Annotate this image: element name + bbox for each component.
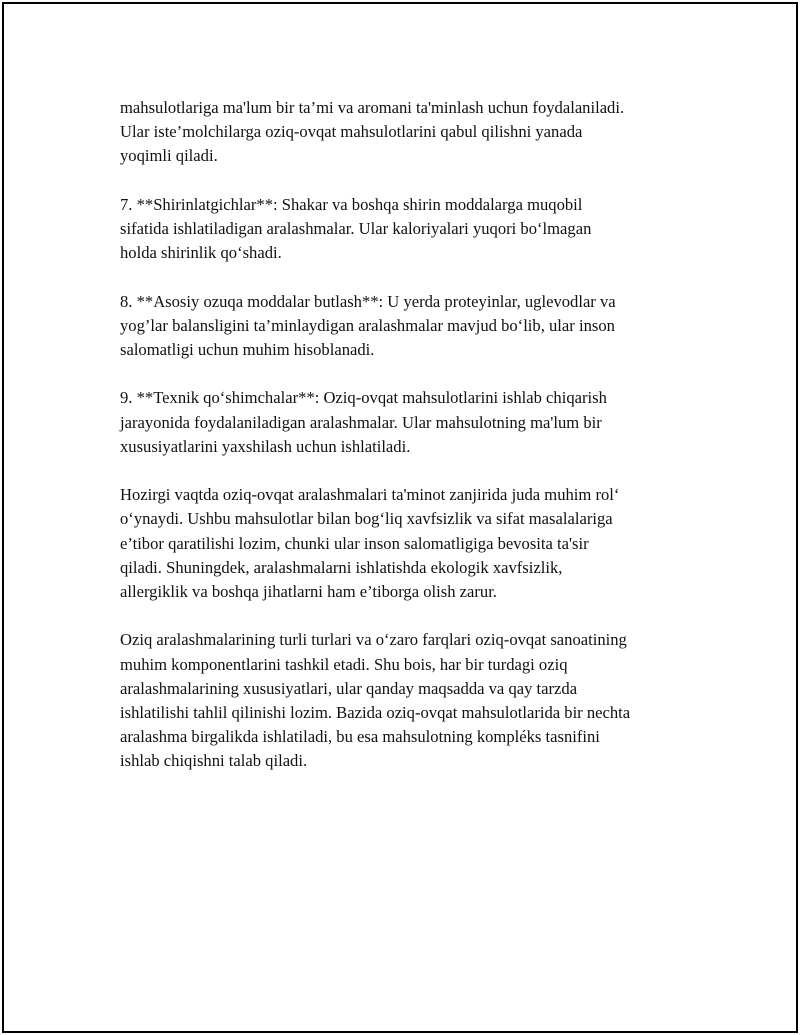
document-body (120, 96, 702, 798)
paragraph-nutrient-fortification: 8. **Asosiy ozuqa moddalar butlash**: U yerda proteyinlar, uglevodlar va yog’lar balansligini ta’minlaydigan aralashmalar mavjud bo‘lib, ular inson salomatligi uchun muhim hisoblanadi. (120, 291, 616, 359)
document-page (2, 2, 798, 1033)
paragraph-technical-additives: 9. **Texnik qo‘shimchalar**: Oziq-ovqat mahsulotlarini ishlab chiqarish jarayonida foydalaniladigan aralashmalar. Ular mahsulotning ma'lum bir xususiyatlarini yaxshilash uchun ishlatiladi. (120, 388, 607, 456)
paragraph-sweeteners: 7. **Shirinlatgichlar**: Shakar va boshqa shirin moddalarga muqobil sifatida ishlatiladigan aralashmalar. Ular kaloriyalari yuqori bo‘lmagan holda shirinlik qo‘shadi. (120, 194, 592, 263)
paragraph-current-role: Hozirgi vaqtda oziq-ovqat aralashmalari ta'minot zanjirida juda muhim rol‘ o‘ynaydi. Ushbu mahsulotlar bilan bog‘liq xavfsizlik va sifat masalalariga e’tibor qaratilishi lozim, chunki ular inson salomatligiga bevosita ta'sir qiladi. Shuningdek, aralashmalarni ishlatishda ekologik xavfsizlik, allergiklik va boshqa jihatlarni ham e’tiborga olish zarur. (120, 485, 620, 601)
paragraph-types-differences: Oziq aralashmalarining turli turlari va o‘zaro farqlari oziq-ovqat sanoatining muhim komponentlarini tashkil etadi. Shu bois, har bir turdagi oziq aralashmalarining xususiyatlari, ular qanday maqsadda va qay tarzda ishlatilishi tahlil qilinishi lozim. Bazida oziq-ovqat mahsulotlarida bir nechta aralashma birgalikda ishlatiladi, bu esa mahsulotning kompléks tasnifini ishlab chiqishni talab qiladi. (120, 630, 631, 771)
paragraph-flavor-continuation: mahsulotlariga ma'lum bir ta’mi va aromani ta'minlash uchun foydalaniladi. Ular iste’molchilarga oziq-ovqat mahsulotlarini qabul qilishni yanada yoqimli qiladi. (120, 98, 625, 166)
